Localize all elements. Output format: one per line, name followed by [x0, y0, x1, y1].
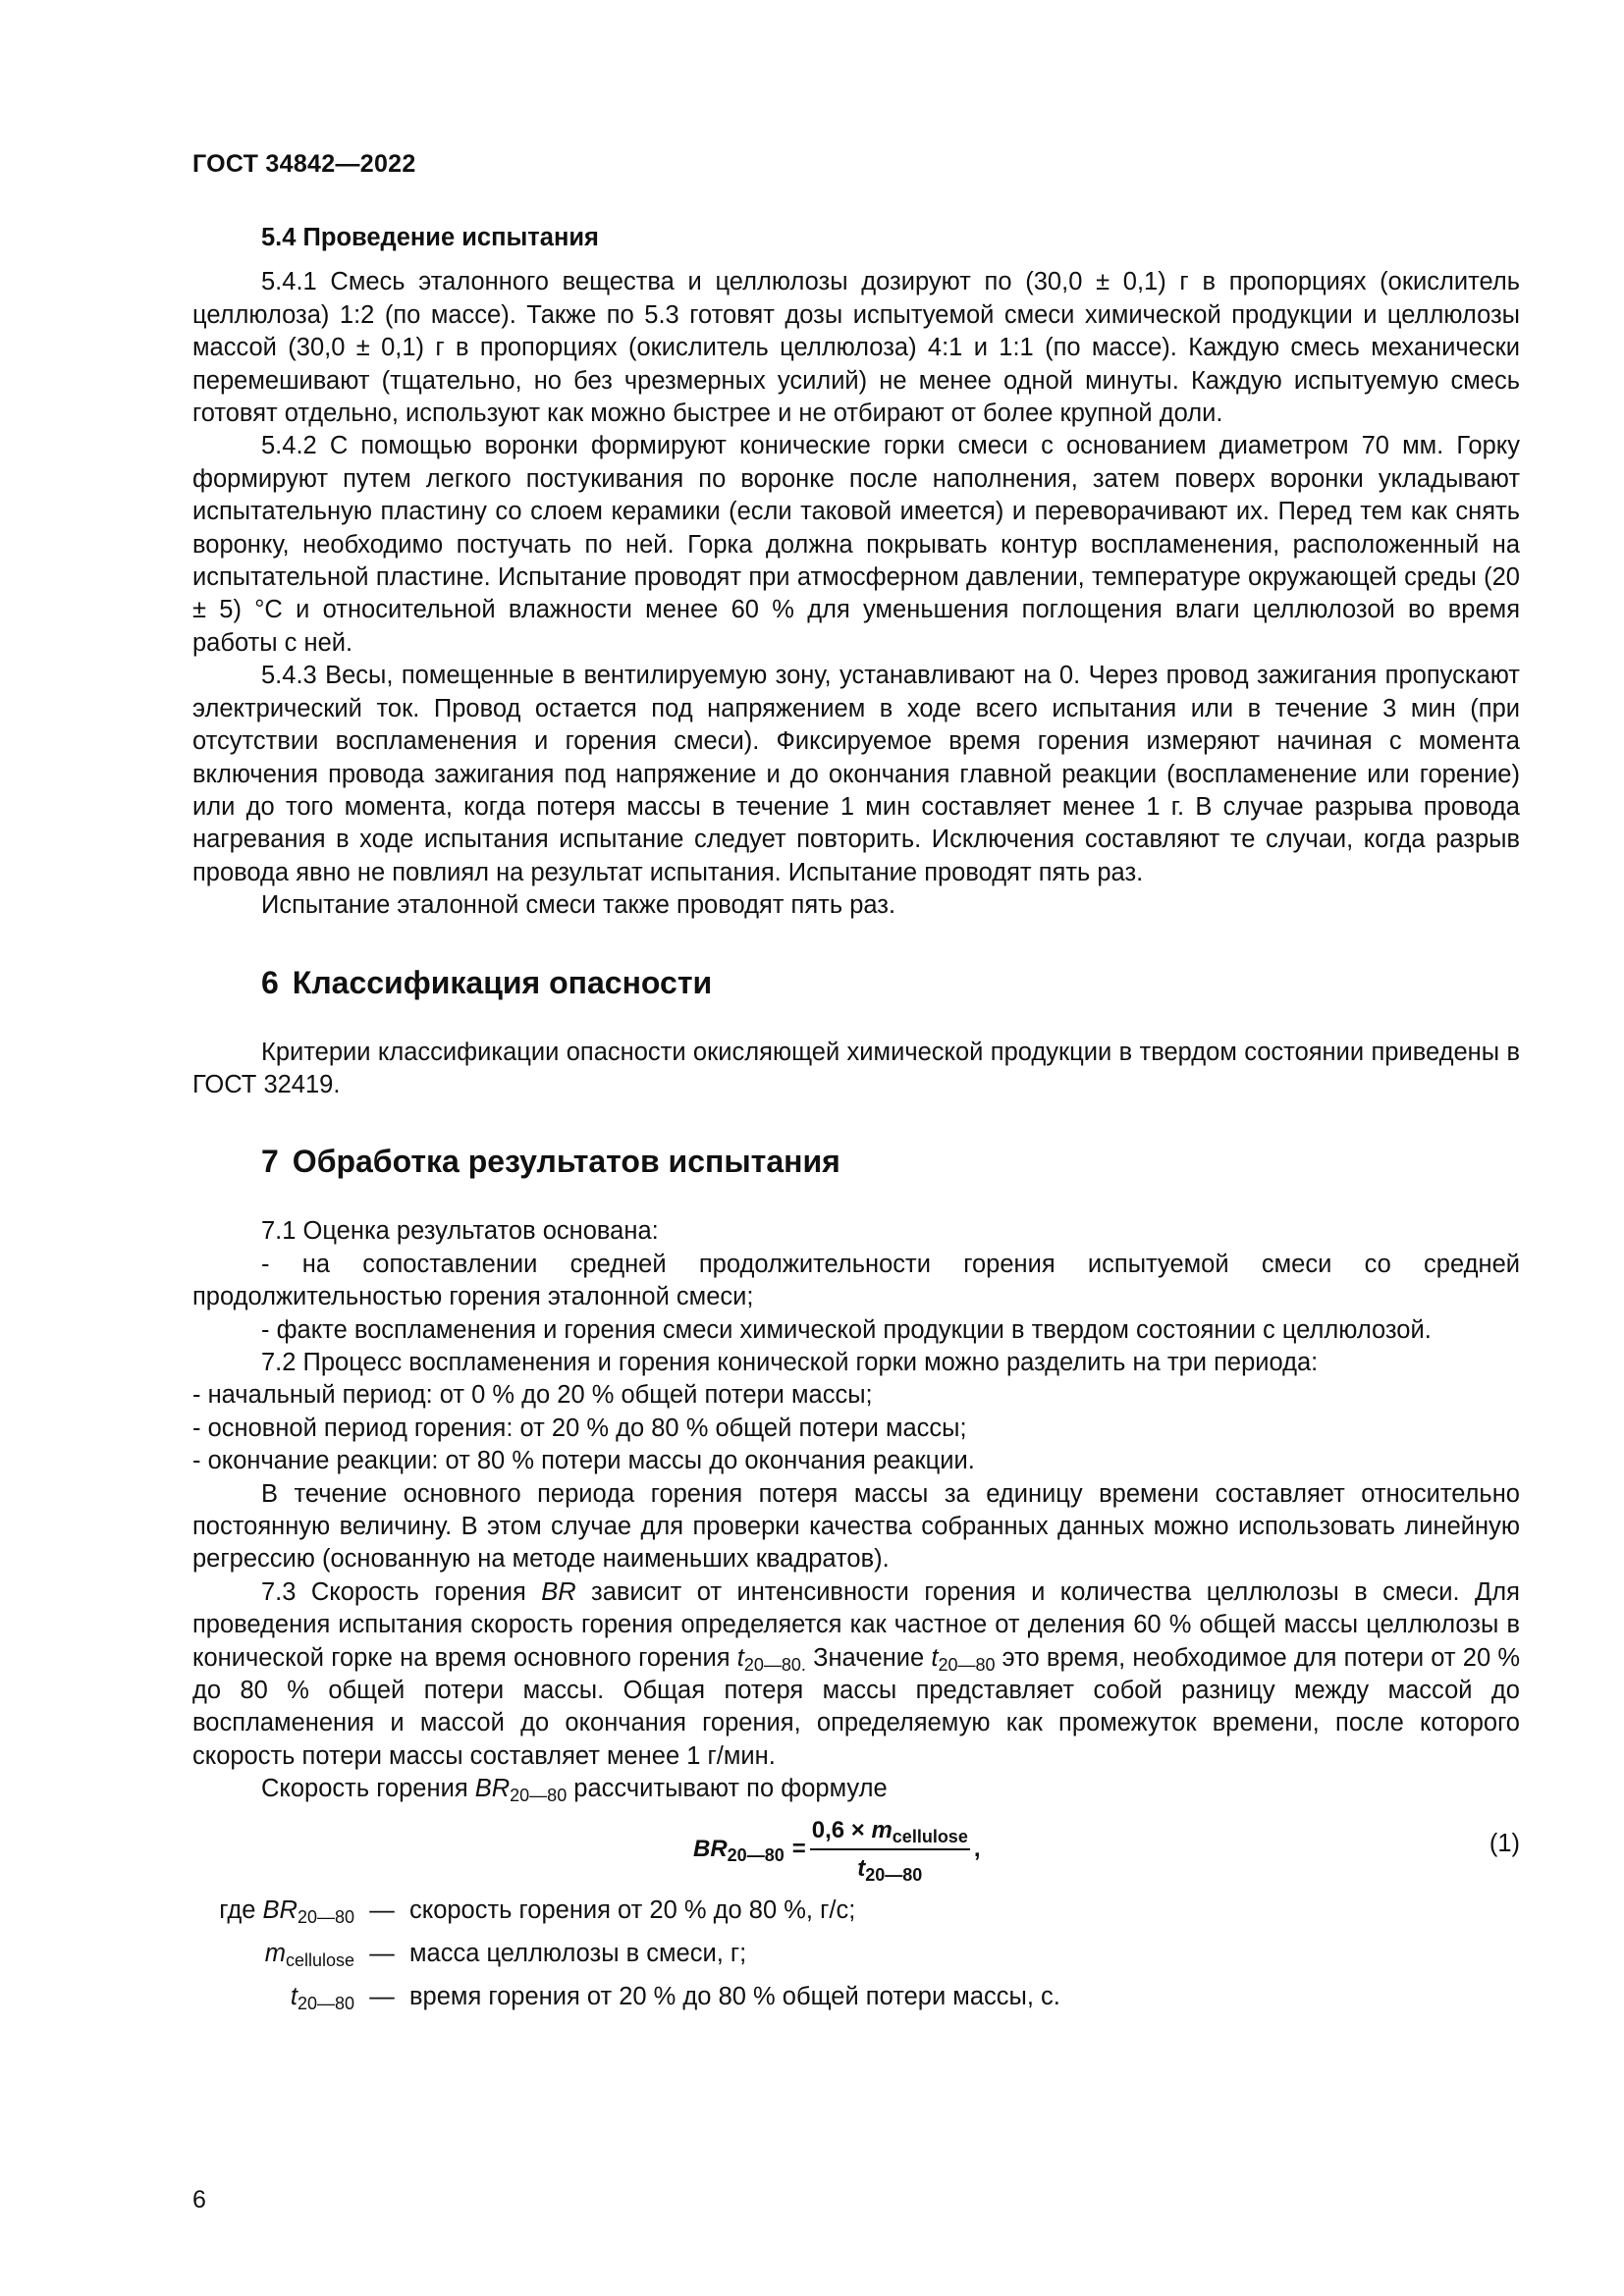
section-5-4-heading: 5.4 Проведение испытания [261, 224, 599, 251]
subscript: 20—80 [938, 1654, 996, 1675]
paragraph-formula-intro [192, 1773, 1520, 1805]
legend-row [192, 1895, 1520, 1938]
paragraph-7-2-regression: В течение основного периода горения потеря массы за единицу времени составляет относительно постоянную величину. В этом случае для проверки качества собранных данных можно использовать линейную регрессию (основанную на методе наименьших квадратов). [192, 1479, 1520, 1574]
symbol-br: BR [262, 1896, 298, 1924]
section-6-title: Классификация опасности [292, 964, 713, 1000]
subscript: cellulose [285, 1949, 354, 1970]
legend-row [192, 1938, 1520, 1981]
equals-sign: = [791, 1836, 806, 1863]
text-run: Скорость горения [261, 1775, 475, 1803]
section-7-heading [192, 1143, 1520, 1180]
legend-row [192, 1981, 1520, 2024]
fraction-numerator [810, 1814, 970, 1850]
paragraph-7-3 [192, 1576, 1520, 1773]
formula-1 [192, 1810, 1520, 1886]
symbol-m: m [871, 1816, 893, 1843]
symbol-m: m [264, 1939, 286, 1967]
subscript: 20—80 [297, 1906, 354, 1927]
page-number: 6 [192, 2186, 206, 2214]
section-7-number: 7 [261, 1144, 279, 1180]
formula-fraction [810, 1814, 970, 1886]
legend-symbol [192, 1938, 354, 1970]
formula-comma: , [973, 1836, 981, 1863]
subscript: cellulose [892, 1826, 968, 1846]
subscript: 20—80 [865, 1865, 923, 1886]
list-item-comparison: - на сопоставлении средней продолжительности горения испытуемой смеси со средней продолжительностью горения эталонной смеси; [192, 1250, 1520, 1311]
text-run: Значение [805, 1643, 932, 1672]
legend-description: масса целлюлозы в смеси, г; [409, 1939, 747, 1967]
subscript: 20—80. [743, 1654, 806, 1675]
legend-dash: — [369, 1939, 395, 1967]
symbol-t: t [931, 1643, 939, 1672]
legend-description: скорость горения от 20 % до 80 %, г/с; [409, 1896, 856, 1924]
list-item-main-period: - основной период горения: от 20 % до 80 % общей потери массы; [192, 1414, 967, 1442]
text-run: 7.3 Скорость горения [261, 1577, 542, 1606]
paragraph-6: Критерии классификации опасности окисляющей химической продукции в твердом состоянии приведены в ГОСТ 32419. [192, 1038, 1520, 1098]
subscript: 20—80 [510, 1786, 568, 1806]
symbol-t: t [290, 1982, 298, 2010]
subscript: 20—80 [727, 1845, 785, 1866]
document-code-header: ГОСТ 34842—2022 [192, 150, 416, 178]
section-7-title: Обработка результатов испытания [292, 1144, 840, 1180]
list-item-initial-period: - начальный период: от 0 % до 20 % общей потери массы; [192, 1381, 873, 1410]
legend-dash: — [369, 1982, 395, 2010]
symbol-br: BR [541, 1577, 576, 1606]
list-item-reaction-end: - окончание реакции: от 80 % потери массы до окончания реакции. [192, 1447, 975, 1475]
fraction-denominator [857, 1850, 922, 1885]
symbol-t: t [736, 1643, 744, 1672]
legend-dash: — [369, 1896, 395, 1924]
list-item-ignition-fact: - факте воспламенения и горения смеси химической продукции в твердом состоянии с целлюлозой. [261, 1315, 1432, 1344]
symbol-br: BR [474, 1775, 511, 1803]
formula-expression [693, 1814, 981, 1886]
formula-legend [192, 1895, 1520, 2024]
text-run: где [219, 1896, 263, 1924]
legend-symbol [192, 1895, 354, 1927]
subscript: 20—80 [297, 1993, 354, 2013]
paragraph-7-1: 7.1 Оценка результатов основана: [261, 1217, 659, 1246]
paragraph-reference-test: Испытание эталонной смеси также проводят пять раз. [261, 891, 896, 920]
text-run: это время, необходимое для потери от 20 % до 80 % общей потери массы. Общая потеря массы представляет собой разницу между массой до воспламенения и массой до окончания горения, определяемую как промежуток времени, после которого скорость потери массы составляет менее 1 г/мин. [192, 1643, 1520, 1770]
coefficient: 0,6 × [811, 1816, 872, 1843]
paragraph-5-4-3: 5.4.3 Весы, помещенные в вентилируемую зону, устанавливают на 0. Через провод зажигания пропускают электрический ток. Провод остается под напряжением в ходе всего испытания или в течение 3 мин (при отсутствии воспламенения и горения смеси). Фиксируемое время горения измеряют начиная с момента включения провода зажигания под напряжение и до окончания главной реакции (воспламенение или горение) или до того момента, когда потеря массы в течение 1 мин составляет менее 1 г. В случае разрыва провода нагревания в ходе испытания испытание следует повторить. Исключения составляют те случаи, когда разрыв провода явно не повлиял на результат испытания. Испытание проводят пять раз. [192, 662, 1520, 886]
paragraph-5-4-1: 5.4.1 Смесь эталонного вещества и целлюлозы дозируют по (30,0 ± 0,1) г в пропорциях (окислитель целлюлоза) 1:2 (по массе). Также по 5.3 готовят дозы испытуемой смеси химической продукции и целлюлозы массой (30,0 ± 0,1) г в пропорциях (окислитель целлюлоза) 4:1 и 1:1 (по массе). Каждую смесь механически перемешивают (тщательно, но без чрезмерных усилий) не менее одной минуты. Каждую испытуемую смесь готовят отдельно, используют как можно быстрее и не отбирают от более крупной доли. [192, 268, 1520, 428]
paragraph-5-4-2: 5.4.2 С помощью воронки формируют конические горки смеси с основанием диаметром 70 мм. Горку формируют путем легкого постукивания по воронке после наполнения, затем поверх воронки укладывают испытательную пластину со слоем керамики (если таковой имеется) и переворачивают их. Перед тем как снять воронку, необходимо постучать по ней. Горка должна покрывать контур воспламенения, расположенный на испытательной пластине. Испытание проводят при атмосферном давлении, температуре окружающей среды (20 ± 5) °С и относительной влажности менее 60 % для уменьшения поглощения влаги целлюлозой во время работы с ней. [192, 432, 1520, 657]
paragraph-7-2: 7.2 Процесс воспламенения и горения конической горки можно разделить на три периода: [261, 1348, 1319, 1376]
symbol-t: t [857, 1855, 866, 1883]
legend-description: время горения от 20 % до 80 % общей потери массы, с. [409, 1982, 1060, 2010]
formula-lhs [693, 1833, 785, 1865]
legend-symbol [192, 1981, 354, 2013]
section-6-heading [192, 964, 1520, 1001]
formula-number: (1) [1489, 1829, 1520, 1857]
symbol-br: BR [693, 1836, 728, 1863]
text-run: рассчитывают по формуле [567, 1775, 888, 1803]
section-6-number: 6 [261, 964, 279, 1000]
document-body [192, 222, 1520, 2024]
text-run: зависит от интенсивности горения и количества целлюлозы в смеси. Для проведения испытания скорость горения определяется как частное от деления 60 % общей массы целлюлозы в конической горке на время основного горения [192, 1577, 1520, 1672]
